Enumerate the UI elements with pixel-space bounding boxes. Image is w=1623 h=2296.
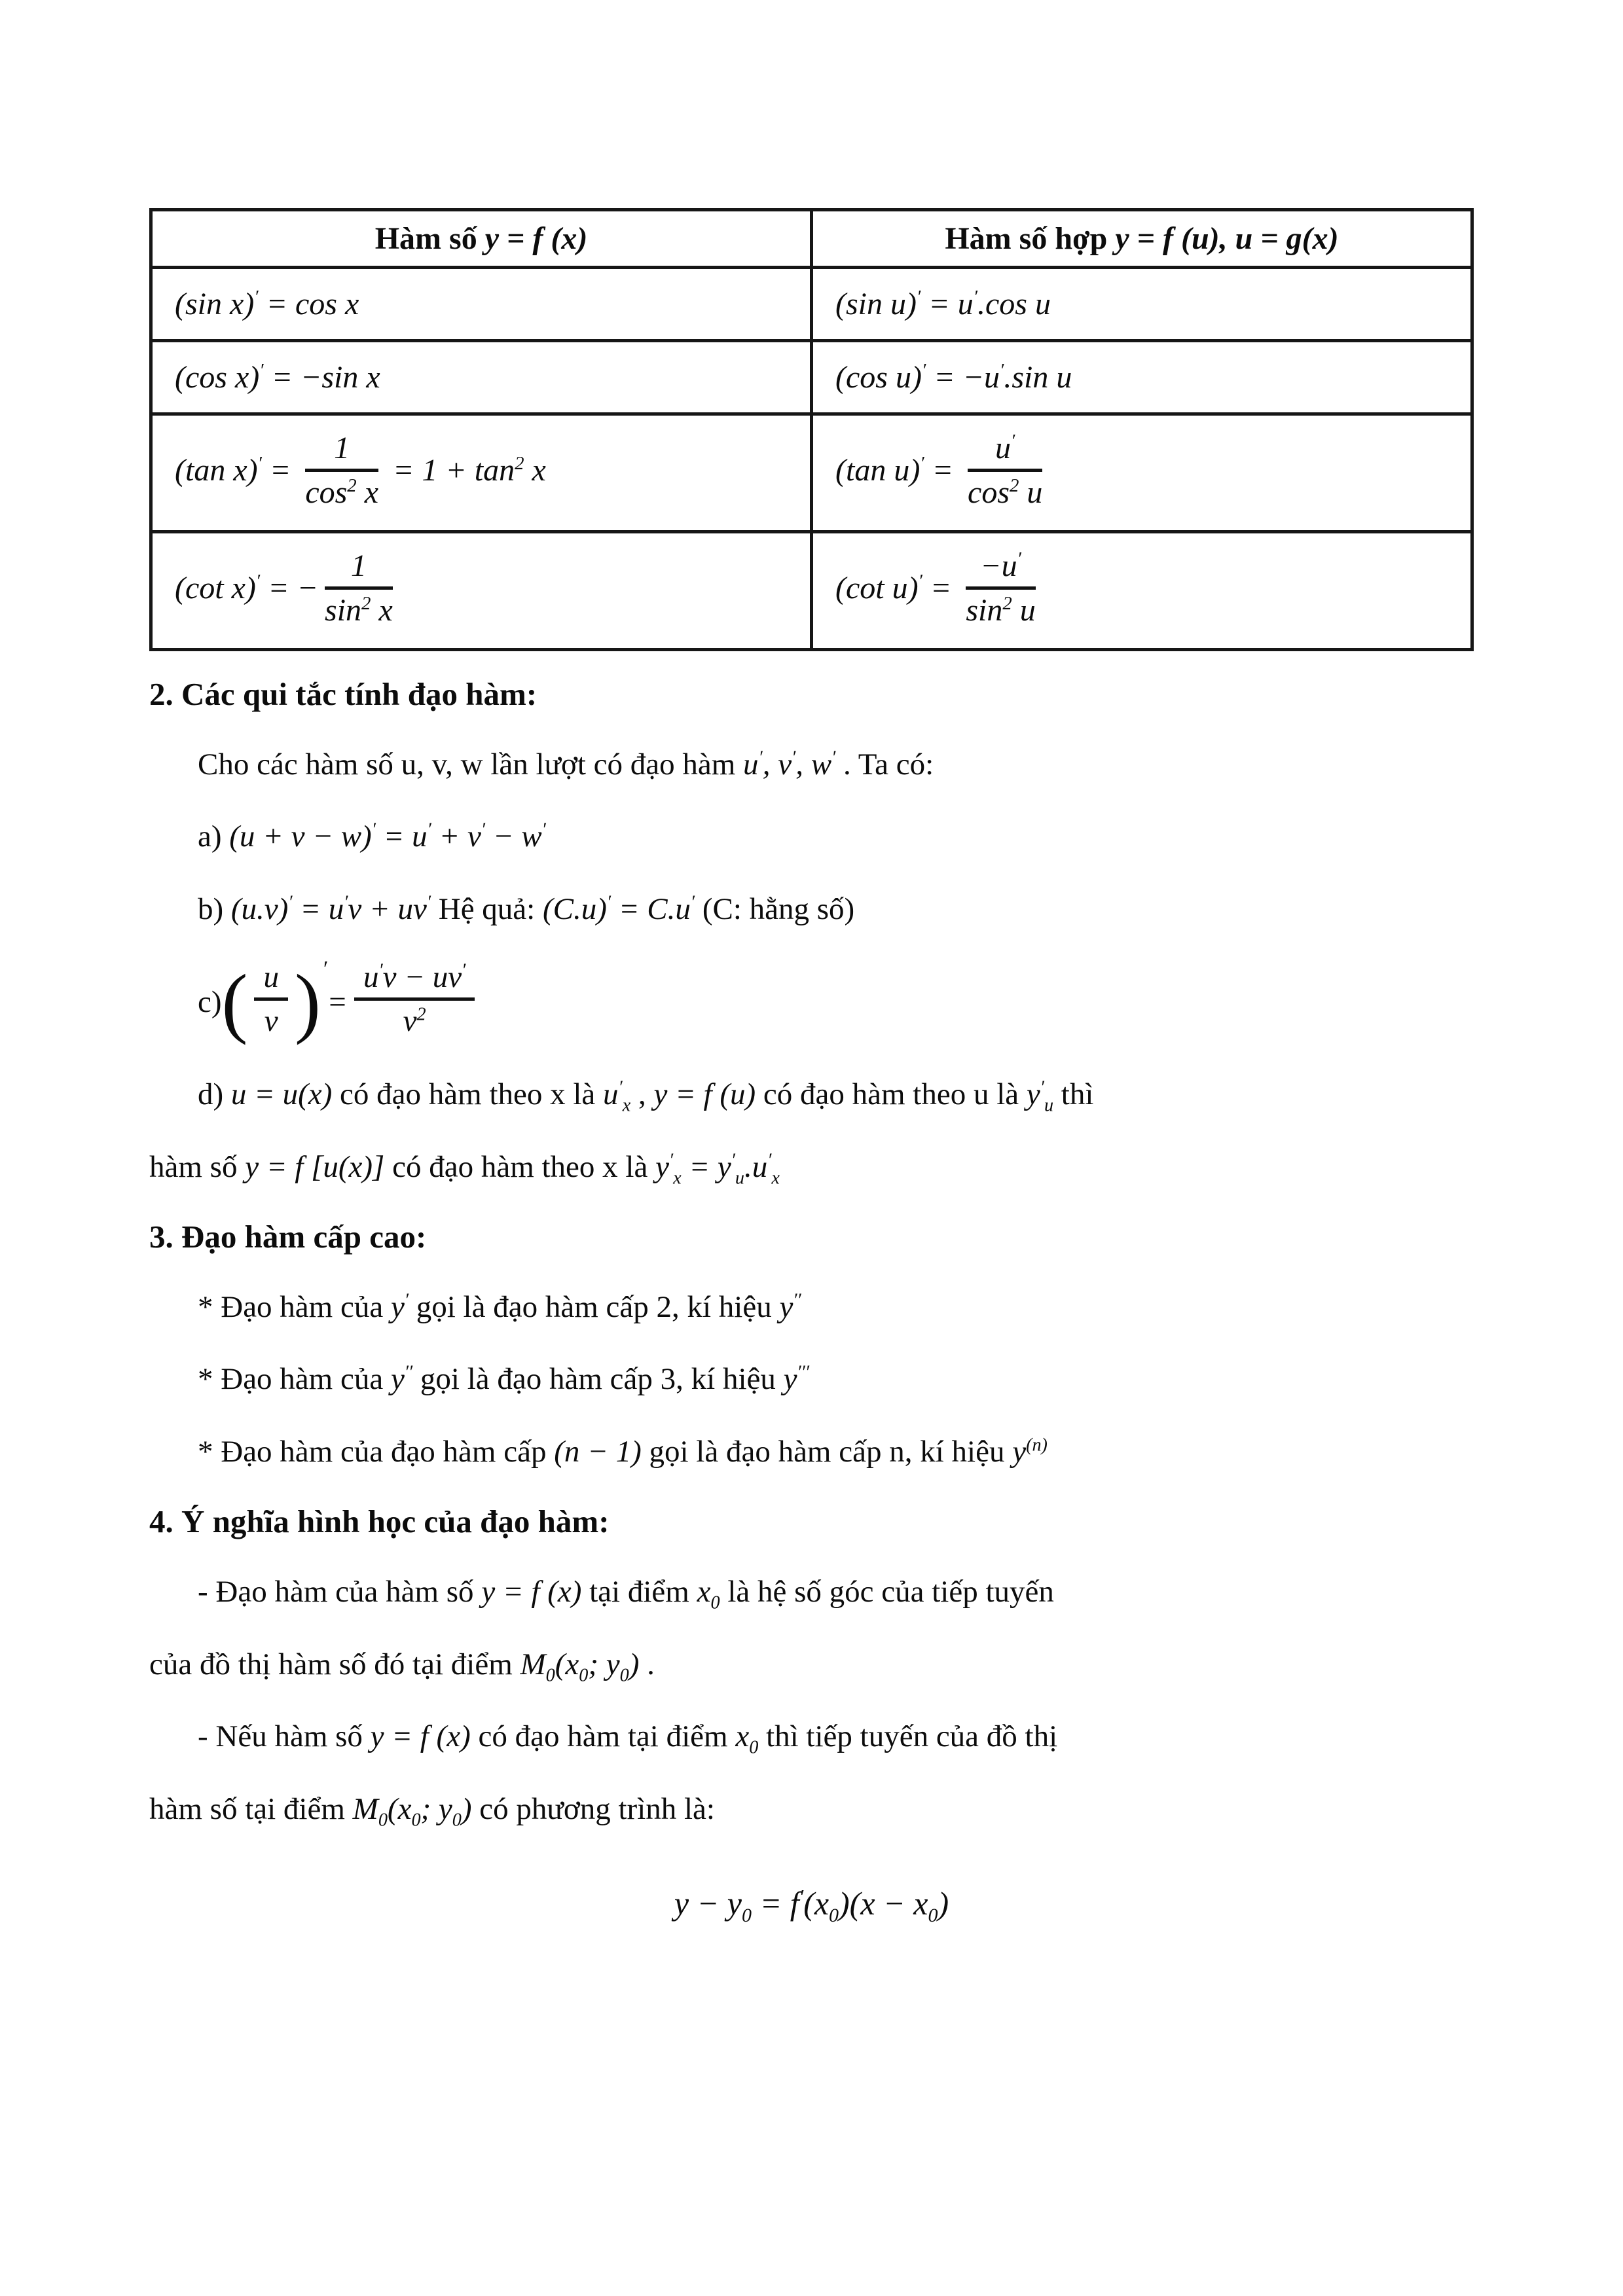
cell-cot-x: [151, 532, 812, 650]
section-3-heading: 3. Đạo hàm cấp cao:: [149, 1219, 427, 1255]
table-row-cos: [151, 341, 1472, 414]
math-segment: y′′: [390, 1362, 413, 1397]
text-segment: - Nếu hàm số: [198, 1719, 371, 1754]
header-right-title: Hàm số hợp: [945, 221, 1116, 256]
math-segment: y = f [u(x)]: [245, 1149, 385, 1184]
geometric-meaning-para-1-line-2: [149, 1641, 1474, 1688]
text-segment: thì: [1053, 1077, 1094, 1112]
fraction-denominator: $\cos^2 u$: [968, 475, 1043, 510]
parenthesized-fraction: [221, 957, 327, 1045]
math-segment: y = f (x): [481, 1575, 582, 1609]
fraction-numerator: 1: [305, 430, 378, 472]
cell-sin-x: [151, 268, 812, 341]
header-left-math: y = f (x): [484, 221, 588, 256]
header-left-title: Hàm số: [374, 221, 485, 256]
fraction-denominator: $\cos^2 x$: [305, 475, 379, 510]
text-segment: có phương trình là:: [471, 1791, 715, 1826]
formula-sin-x: (sin x)′ = cos x: [175, 287, 359, 321]
fraction-numerator: −u′: [966, 548, 1035, 590]
formula-cos-u: (cos u)′ = −u′.sin u: [835, 360, 1072, 395]
fraction-denominator: $\sin^2 x$: [325, 593, 393, 628]
fraction: [305, 430, 378, 511]
text-segment: là hệ số góc của tiếp tuyến: [720, 1575, 1054, 1609]
formula-cot-x-lhs: (cot x)′ = −: [175, 570, 319, 605]
table-header-ham-so-hop: [812, 210, 1472, 268]
math-segment: $u'_x$: [603, 1077, 631, 1116]
fraction-denominator: $v^2$: [403, 1004, 426, 1039]
math-segment: $y'_x = y'_u.u'_x$: [655, 1149, 780, 1189]
rule-a-line: [149, 814, 1474, 860]
geometric-meaning-para-2-line-1: [149, 1713, 1474, 1760]
fraction: [968, 430, 1042, 511]
text-segment: hàm số: [149, 1149, 246, 1184]
formula-cos-x: (cos x)′ = −sin x: [175, 360, 380, 395]
formula-sin-u: (sin u)′ = u′.cos u: [835, 287, 1051, 321]
text-segment: gọi là đạo hàm cấp 2, kí hiệu: [409, 1289, 780, 1324]
math-segment: $y'_u$: [1026, 1077, 1054, 1116]
text-segment: có đạo hàm theo x là: [384, 1149, 656, 1184]
text-segment: tại điểm: [581, 1575, 697, 1609]
table-row-cot: [151, 532, 1472, 650]
fraction-numerator: u′v − uv′: [354, 960, 475, 1001]
text-segment: Cho các hàm số u, v, w lần lượt có đạo hàm: [198, 747, 744, 781]
math-segment: (u.v)′ = u′v + uv′: [230, 891, 431, 926]
math-segment: $y - y_0 = f'(x_0)(x - x_0)$: [674, 1885, 949, 1927]
fraction-denominator: v: [264, 1004, 278, 1039]
derivative-table: [149, 208, 1474, 651]
fraction-numerator: u′: [968, 430, 1042, 472]
rule-c-line: [149, 957, 1474, 1045]
prime-mark: ′: [321, 957, 327, 982]
close-paren: ): [294, 958, 321, 1045]
text-segment: của đồ thị hàm số đó tại điểm: [149, 1647, 520, 1681]
math-segment: (n − 1): [554, 1434, 642, 1469]
geometric-meaning-para-1-line-1: [149, 1569, 1474, 1615]
cell-tan-x: [151, 414, 812, 532]
cell-tan-u: [812, 414, 1472, 532]
fraction: [325, 548, 393, 628]
cell-cot-u: [812, 532, 1472, 650]
fraction: [966, 548, 1035, 628]
math-segment: u′, v′, w′: [743, 747, 836, 781]
math-segment: (u + v − w)′ = u′ + v′ − w′: [229, 819, 546, 854]
math-segment: y = f (u): [653, 1077, 756, 1112]
fraction-numerator: u: [254, 960, 288, 1001]
text-segment: Hệ quả:: [431, 891, 543, 926]
formula-tan-x-lhs: (tan x)′ =: [175, 452, 299, 488]
text-segment: . Ta có:: [835, 747, 934, 781]
text-segment: - Đạo hàm của hàm số: [198, 1575, 482, 1609]
text-segment: thì tiếp tuyến của đồ thị: [758, 1719, 1058, 1754]
fraction: [354, 960, 475, 1039]
text-segment: gọi là đạo hàm cấp 3, kí hiệu: [412, 1362, 784, 1397]
math-segment: $M_0(x_0$; $y_0$): [352, 1791, 472, 1830]
header-right-math: y = f (u), u = g(x): [1115, 221, 1339, 256]
cell-sin-u: [812, 268, 1472, 341]
math-segment: y′′′: [783, 1362, 810, 1397]
cell-cos-x: [151, 341, 812, 414]
math-segment: $y^{(n)}$: [1012, 1434, 1048, 1469]
item-label: d): [198, 1077, 231, 1112]
open-paren: (: [221, 958, 248, 1045]
fraction-denominator: $\sin^2 u$: [966, 593, 1036, 628]
higher-derivative-bullet-1: [149, 1284, 1474, 1331]
text-segment: (C: hằng số): [695, 891, 855, 926]
text-segment: có đạo hàm tại điểm: [470, 1719, 736, 1754]
item-label: b): [198, 891, 231, 926]
text-segment: gọi là đạo hàm cấp n, kí hiệu: [641, 1434, 1013, 1469]
formula-tan-x-rhs: = $1 + \tan^2 x$: [385, 452, 546, 488]
higher-derivative-bullet-2: [149, 1356, 1474, 1403]
cell-cos-u: [812, 341, 1472, 414]
formula-cot-u-lhs: (cot u)′ =: [835, 570, 960, 605]
table-row-sin: [151, 268, 1472, 341]
text-segment: .: [639, 1647, 655, 1681]
geometric-meaning-para-2-line-2: [149, 1786, 1474, 1833]
text-segment: * Đạo hàm của: [198, 1289, 391, 1324]
math-segment: u = u(x): [230, 1077, 333, 1112]
math-segment: $x_0$: [735, 1719, 759, 1758]
rule-d-line-1: [149, 1071, 1474, 1118]
math-segment: y′′: [779, 1289, 801, 1324]
higher-derivative-bullet-3: [149, 1429, 1474, 1475]
math-segment: $x_0$: [697, 1575, 720, 1613]
table-header-row: [151, 210, 1472, 268]
item-label: a): [198, 819, 230, 854]
table-row-tan: [151, 414, 1472, 532]
formula-tan-u-lhs: (tan u)′ =: [835, 452, 962, 488]
section-4-heading: 4. Ý nghĩa hình học của đạo hàm:: [149, 1503, 610, 1540]
math-segment: (C.u)′ = C.u′: [542, 891, 695, 926]
text-segment: hàm số tại điểm: [149, 1791, 353, 1826]
equals-sign: =: [327, 984, 348, 1019]
tangent-line-equation: [149, 1879, 1474, 1928]
rule-b-line: [149, 886, 1474, 933]
item-label: c): [198, 984, 222, 1019]
text-segment: * Đạo hàm của đạo hàm cấp: [198, 1434, 555, 1469]
math-segment: y = f (x): [370, 1719, 471, 1754]
fraction-numerator: 1: [325, 548, 393, 590]
math-segment: y′: [390, 1289, 409, 1324]
rule-d-line-2: [149, 1144, 1474, 1191]
fraction: [254, 960, 288, 1039]
section-2-heading: 2. Các qui tắc tính đạo hàm:: [149, 676, 538, 712]
text-segment: ,: [630, 1077, 654, 1112]
section-2-intro: [149, 742, 1474, 788]
text-segment: có đạo hàm theo u là: [756, 1077, 1027, 1112]
text-segment: có đạo hàm theo x là: [332, 1077, 604, 1112]
table-header-ham-so: [151, 210, 812, 268]
math-segment: $M_0(x_0$; $y_0$): [520, 1647, 640, 1685]
text-segment: * Đạo hàm của: [198, 1362, 391, 1397]
